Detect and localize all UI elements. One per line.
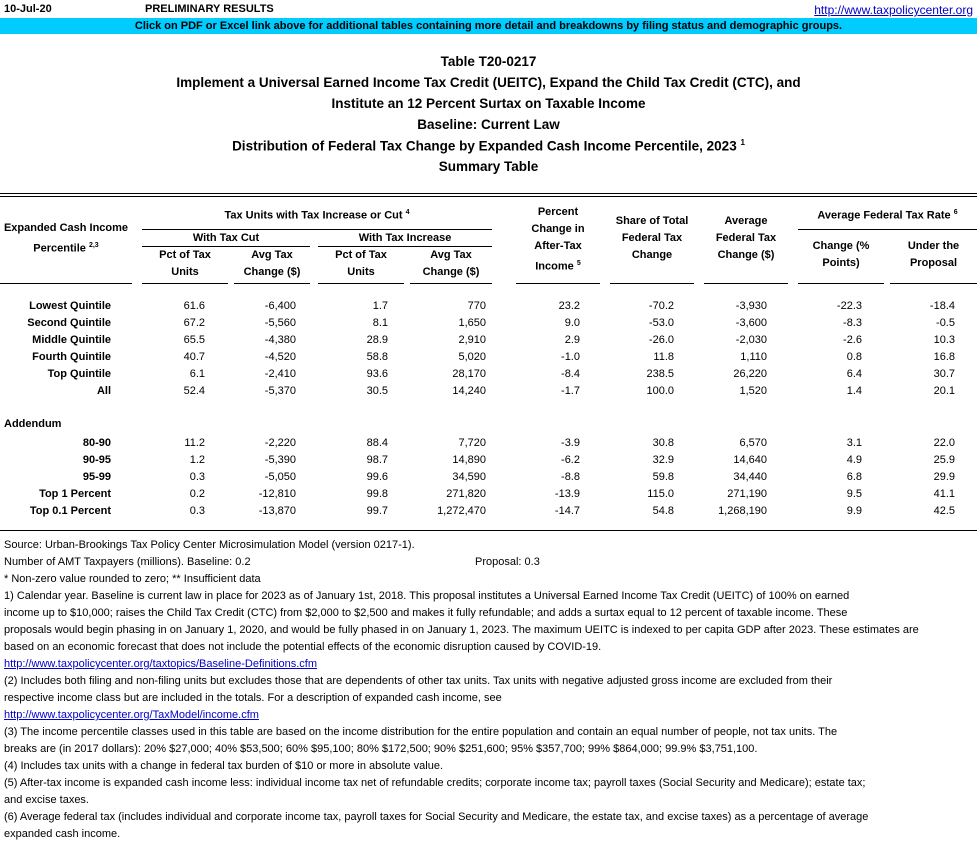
table-cell: 59.8 <box>652 471 674 483</box>
table-cell: 41.1 <box>933 488 955 500</box>
header-inc-avg-change: Avg Tax Change ($) <box>422 249 480 278</box>
header-avg-fed-change: Average Federal Tax Change ($) <box>715 215 777 261</box>
table-cell: -13.9 <box>554 488 580 500</box>
header-percentile: Expanded Cash Income Percentile $^{2,3}$ <box>3 222 129 255</box>
table-cell: 0.2 <box>189 488 205 500</box>
table-cell: 22.0 <box>933 437 955 449</box>
table-cell: 52.4 <box>183 385 205 397</box>
legend-note: * Non-zero value rounded to zero; ** Insufficient data <box>4 573 261 585</box>
footnote-6-cont: expanded cash income. <box>4 828 121 840</box>
header-bottom-rule <box>798 283 884 284</box>
table-cell: 5,020 <box>458 351 486 363</box>
table-cell: 1,268,190 <box>718 505 767 517</box>
table-cell: -22.3 <box>836 300 862 312</box>
table-cell: -5,370 <box>264 385 296 397</box>
table-cell: 34,440 <box>733 471 767 483</box>
footnote-5-cont: and excise taxes. <box>4 794 89 806</box>
table-cell: -14.7 <box>554 505 580 517</box>
table-cell: -2,220 <box>264 437 296 449</box>
footnote-2: (2) Includes both filing and non-filing units but excludes those that are dependents of other tax units. Tax units with negative adjusted gross income are excluded from their <box>4 675 833 687</box>
header-share-total: Share of Total Federal Tax Change <box>615 215 689 261</box>
header-tax-units-group: Tax Units with Tax Increase or Cut $^4$ <box>224 209 410 222</box>
table-cell: 770 <box>467 300 486 312</box>
table-cell: -6.2 <box>561 454 580 466</box>
table-cell: 271,190 <box>727 488 767 500</box>
table-cell: -26.0 <box>648 334 674 346</box>
table-cell: -0.5 <box>936 317 955 329</box>
table-cell: -3,930 <box>735 300 767 312</box>
table-cell: 99.6 <box>366 471 388 483</box>
table-cell: 23.2 <box>558 300 580 312</box>
info-banner: Click on PDF or Excel link above for additional tables containing more detail and breakdowns by filing status and demographic groups. <box>0 18 977 34</box>
table-cell: -1.7 <box>561 385 580 397</box>
distribution-title: Distribution of Federal Tax Change by Expanded Cash Income Percentile, 2023 $^1$ <box>232 138 745 154</box>
preliminary-results-label: PRELIMINARY RESULTS <box>145 3 274 15</box>
table-cell: 61.6 <box>183 300 205 312</box>
header-bottom-rule <box>516 283 600 284</box>
table-cell: 14,240 <box>452 385 486 397</box>
baseline-definitions-link[interactable]: http://www.taxpolicycenter.org/taxtopics/Baseline-Definitions.cfm <box>4 658 318 670</box>
header-avg-rate-group: Average Federal Tax Rate $^6$ <box>817 209 958 222</box>
table-cell: 11.2 <box>184 437 205 449</box>
table-cell: -18.4 <box>929 300 955 312</box>
table-cell: -2,030 <box>735 334 767 346</box>
report-date: 10-Jul-20 <box>4 3 52 15</box>
header-with-tax-increase: With Tax Increase <box>358 232 452 244</box>
footnote-5: (5) After-tax income is expanded cash income less: individual income tax net of refundable credits; corporate income tax; payroll taxes (Social Security and Medicare); estate tax; <box>4 777 866 789</box>
table-cell: 42.5 <box>933 505 955 517</box>
table-cell: 88.4 <box>366 437 388 449</box>
table-cell: 1.4 <box>846 385 862 397</box>
table-cell: 7,720 <box>458 437 486 449</box>
amt-note: Number of AMT Taxpayers (millions). Baseline: 0.2 <box>4 556 251 568</box>
row-label: 95-99 <box>82 471 111 483</box>
table-cell: -12,810 <box>258 488 296 500</box>
table-cell: 4.9 <box>846 454 862 466</box>
header-bottom-rule <box>234 283 310 284</box>
table-cell: 32.9 <box>652 454 674 466</box>
header-rate-change: Change (% Points) <box>812 240 870 269</box>
header-bottom-rule <box>318 283 404 284</box>
baseline-label: Baseline: Current Law <box>417 117 560 132</box>
header-pct-after-tax: Percent Change in After-Tax Income $^5$ <box>531 206 585 273</box>
table-cell: 28.9 <box>366 334 388 346</box>
header-bottom-rule <box>142 283 228 284</box>
table-cell: -70.2 <box>648 300 674 312</box>
row-label: 90-95 <box>82 454 111 466</box>
table-cell: 0.3 <box>189 471 205 483</box>
header-with-tax-cut: With Tax Cut <box>192 232 260 244</box>
table-cell: 9.0 <box>564 317 580 329</box>
footnote-1-cont: based on an economic forecast that does not include the potential effects of the economic disruption caused by COVID-19. <box>4 641 602 653</box>
table-top-rule-2 <box>0 196 977 197</box>
table-cell: -5,560 <box>264 317 296 329</box>
table-cell: 6.8 <box>846 471 862 483</box>
table-cell: 29.9 <box>933 471 955 483</box>
row-label: Top 0.1 Percent <box>29 505 111 517</box>
table-cell: 6.1 <box>189 368 205 380</box>
header-bottom-rule <box>0 283 132 284</box>
header-inc-pct-units: Pct of Tax Units <box>335 249 387 278</box>
row-label: All <box>96 385 111 397</box>
header-rate-under: Under the Proposal <box>907 240 960 269</box>
table-cell: 3.1 <box>846 437 862 449</box>
table-id: Table T20-0217 <box>440 54 537 69</box>
table-cell: 1.2 <box>189 454 205 466</box>
table-cell: 9.9 <box>846 505 862 517</box>
header-bottom-rule <box>610 283 694 284</box>
table-cell: -2,410 <box>264 368 296 380</box>
header-bottom-rule <box>890 283 977 284</box>
table-cell: 25.9 <box>933 454 955 466</box>
table-cell: -1.0 <box>561 351 580 363</box>
table-cell: 98.7 <box>366 454 388 466</box>
table-cell: 0.8 <box>846 351 862 363</box>
summary-table-label: Summary Table <box>438 159 539 174</box>
header-cut-avg-change: Avg Tax Change ($) <box>243 249 301 278</box>
table-cell: 8.1 <box>372 317 388 329</box>
table-cell: 115.0 <box>647 488 674 500</box>
footnote-1: 1) Calendar year. Baseline is current law in place for 2023 as of January 1st, 2018. This proposal institutes a Universal Earned Income Tax Credit (UEITC) of 100% on earned <box>4 590 850 602</box>
table-cell: 40.7 <box>183 351 205 363</box>
table-cell: 2,910 <box>458 334 486 346</box>
table-cell: 1,520 <box>739 385 767 397</box>
table-title-line2: Institute an 12 Percent Surtax on Taxable Income <box>331 96 646 111</box>
source-note: Source: Urban-Brookings Tax Policy Center Microsimulation Model (version 0217-1). <box>4 539 415 551</box>
footnote-1-cont: proposals would begin phasing in on January 1, 2020, and would be fully phased in on January 1, 2023. The maximum UEITC is indexed to per capita GDP after 2023. These estimates are <box>4 624 919 636</box>
table-cell: 99.8 <box>366 488 388 500</box>
table-cell: -13,870 <box>258 505 296 517</box>
table-cell: 67.2 <box>183 317 205 329</box>
table-cell: 58.8 <box>366 351 388 363</box>
table-cell: 1,272,470 <box>437 505 486 517</box>
table-cell: 16.8 <box>933 351 955 363</box>
row-label: Middle Quintile <box>32 334 111 346</box>
table-cell: 65.5 <box>183 334 205 346</box>
addendum-label: Addendum <box>4 418 62 430</box>
footnote-3: (3) The income percentile classes used in this table are based on the income distribution for the entire population and contain an equal number of people, not tax units. The <box>4 726 838 738</box>
table-cell: 2.9 <box>564 334 580 346</box>
table-cell: 14,640 <box>733 454 767 466</box>
table-cell: -3.9 <box>561 437 580 449</box>
header-bottom-rule <box>410 283 492 284</box>
table-cell: -5,050 <box>264 471 296 483</box>
table-cell: 30.8 <box>652 437 674 449</box>
table-cell: -53.0 <box>648 317 674 329</box>
table-cell: 34,590 <box>452 471 486 483</box>
row-label: Fourth Quintile <box>32 351 111 363</box>
income-definition-link[interactable]: http://www.taxpolicycenter.org/TaxModel/income.cfm <box>4 709 259 721</box>
table-cell: -6,400 <box>264 300 296 312</box>
table-cell: 93.6 <box>366 368 388 380</box>
table-cell: -8.3 <box>843 317 862 329</box>
table-cell: 9.5 <box>846 488 862 500</box>
row-label: Top 1 Percent <box>39 488 111 500</box>
table-top-rule <box>0 193 977 194</box>
table-cell: 30.5 <box>366 385 388 397</box>
table-cell: -3,600 <box>735 317 767 329</box>
table-cell: 238.5 <box>646 368 674 380</box>
row-label: Lowest Quintile <box>29 300 111 312</box>
row-label: 80-90 <box>82 437 111 449</box>
header-cut-pct-units: Pct of Tax Units <box>159 249 211 278</box>
table-cell: 1,650 <box>458 317 486 329</box>
table-cell: 14,890 <box>452 454 486 466</box>
table-cell: 99.7 <box>366 505 388 517</box>
table-cell: -5,390 <box>264 454 296 466</box>
table-cell: -4,520 <box>264 351 296 363</box>
table-cell: 1.7 <box>372 300 388 312</box>
amt-proposal-note: Proposal: 0.3 <box>475 556 540 568</box>
footnote-1-cont: income up to $10,000; raises the Child Tax Credit (CTC) from $2,000 to $2,500 and makes it fully refundable; and adds a surtax equal to 12 percent of taxable income. These <box>4 607 848 619</box>
table-cell: 28,170 <box>452 368 486 380</box>
table-cell: 100.0 <box>646 385 674 397</box>
row-label: Second Quintile <box>27 317 111 329</box>
table-title-line1: Implement a Universal Earned Income Tax Credit (UEITC), Expand the Child Tax Credit (CTC), and <box>176 75 801 90</box>
header-rule <box>798 229 977 230</box>
table-cell: 26,220 <box>733 368 767 380</box>
footnote-4: (4) Includes tax units with a change in federal tax burden of $10 or more in absolute value. <box>4 760 444 772</box>
table-cell: 20.1 <box>933 385 955 397</box>
table-cell: -8.4 <box>561 368 580 380</box>
table-cell: -8.8 <box>561 471 580 483</box>
table-cell: 6,570 <box>739 437 767 449</box>
table-bottom-rule <box>0 530 977 531</box>
footnote-6: (6) Average federal tax (includes individual and corporate income tax, payroll taxes for Social Security and Medicare, the estate tax, and excise taxes) as a percentage of average <box>4 811 869 823</box>
table-cell: 10.3 <box>933 334 955 346</box>
table-cell: 54.8 <box>652 505 674 517</box>
row-label: Top Quintile <box>47 368 111 380</box>
table-cell: 30.7 <box>933 368 955 380</box>
table-cell: 1,110 <box>740 351 767 363</box>
table-cell: 0.3 <box>189 505 205 517</box>
table-cell: 6.4 <box>846 368 862 380</box>
table-cell: 271,820 <box>446 488 486 500</box>
footnote-3-cont: breaks are (in 2017 dollars): 20% $27,000; 40% $53,500; 60% $95,100; 80% $172,500; 90% $251,600; 95% $357,700; 99% $864,000; 99.9% $3,751,100. <box>4 743 758 755</box>
header-bottom-rule <box>704 283 788 284</box>
table-cell: -4,380 <box>264 334 296 346</box>
table-cell: 11.8 <box>653 351 674 363</box>
tpc-website-link[interactable]: http://www.taxpolicycenter.org <box>814 3 973 17</box>
table-cell: -2.6 <box>843 334 862 346</box>
footnote-2-cont: respective income class but are included in the totals. For a description of expanded cash income, see <box>4 692 502 704</box>
